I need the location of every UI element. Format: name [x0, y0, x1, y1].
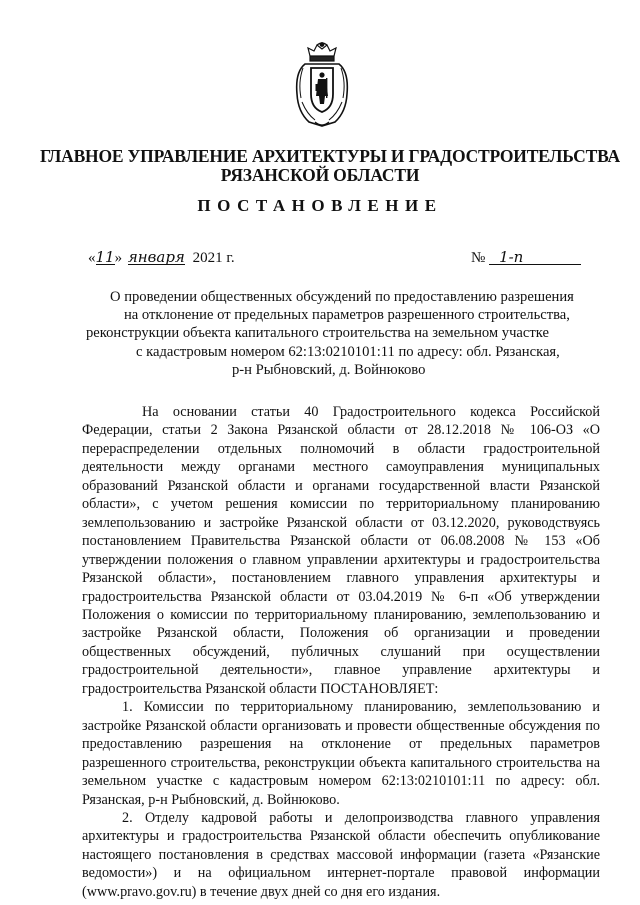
- subject-line-2: на отклонение от предельных параметров разрешенного строительства,: [124, 307, 570, 324]
- document-number: [471, 250, 581, 267]
- subject-line-1: О проведении общественных обсуждений по предоставлению разрешения: [110, 289, 574, 305]
- subject-line-5: р-н Рыбновский, д. Войнюково: [232, 361, 426, 378]
- document-type-title: ПОСТАНОВЛЕНИЕ: [197, 196, 443, 215]
- document-body: [82, 403, 600, 901]
- number-label: №: [471, 250, 486, 266]
- organization-line-2: РЯЗАНСКОЙ ОБЛАСТИ: [220, 165, 420, 185]
- coat-of-arms-emblem: [295, 42, 349, 128]
- number-value: 1-п: [489, 250, 581, 265]
- date-quote-close: »: [114, 250, 123, 266]
- subject-line-4: с кадастровым номером 62:13:0210101:11 по адресу: обл. Рязанская,: [136, 343, 560, 360]
- crown-icon: [308, 43, 336, 61]
- organization-name: [40, 146, 620, 185]
- subject-line-3: реконструкции объекта капитального строительства на земельном участке: [86, 325, 549, 342]
- resolution-item-1: 1. Комиссии по территориальному планированию, землепользованию и застройке Рязанской области организовать и провести общественные обсуждения по предоставлению разрешения на отклонение от предельных параметров разрешенного строительства, реконструкции объекта капитального строительства на земельном участке с кадастровым номером 62:13:0210101:11 по адресу: обл. Рязанская, р-н Рыбновский, д. Войнюково.: [82, 699, 600, 808]
- date-day: 11: [95, 248, 115, 266]
- date-year: 2021 г.: [192, 250, 235, 266]
- resolution-item-2: 2. Отделу кадровой работы и делопроизводства главного управления архитектуры и градостроительства Рязанской области обеспечить опубликование настоящего постановления в средствах массовой информации (газета «Рязанские ведомости») и на официальном интернет-портале правовой информации (www.pravo.gov.ru) в течение двух дней со дня его издания.: [82, 809, 600, 900]
- date-month: января: [127, 248, 185, 266]
- date-quote-open: «: [88, 250, 96, 266]
- organization-line-1: ГЛАВНОЕ УПРАВЛЕНИЕ АРХИТЕКТУРЫ И ГРАДОСТРОИТЕЛЬСТВА: [40, 146, 620, 166]
- document-date: [88, 250, 235, 267]
- preamble-paragraph: На основании статьи 40 Градостроительного кодекса Российской Федерации, статьи 2 Закона Рязанской области от 28.12.2018 № 106-ОЗ «О перераспределении отдельных полномочий в области градостроительной деятельности между органами местного самоуправления муниципальных образований Рязанской области и органами государственной власти Рязанской области», с учетом решения комиссии по территориальному планированию землепользованию и застройке Рязанской области от 03.12.2020, руководствуясь постановлением Правительства Рязанской области от 06.08.2008 № 153 «Об утверждении положения о главном управлении архитектуры и градостроительства Рязанской области», постановлением главного управления архитектуры и градостроительства Рязанской области от 03.04.2019 № 6-п «Об утверждении Положения о комиссии по территориальному планированию, землепользованию и застройке Рязанской области, Положения об организации и проведении общественных обсуждений, публичных слушаний при осуществлении градостроительной деятельности», главное управление архитектуры и градостроительства Рязанской области ПОСТАНОВЛЯЕТ:: [82, 404, 600, 697]
